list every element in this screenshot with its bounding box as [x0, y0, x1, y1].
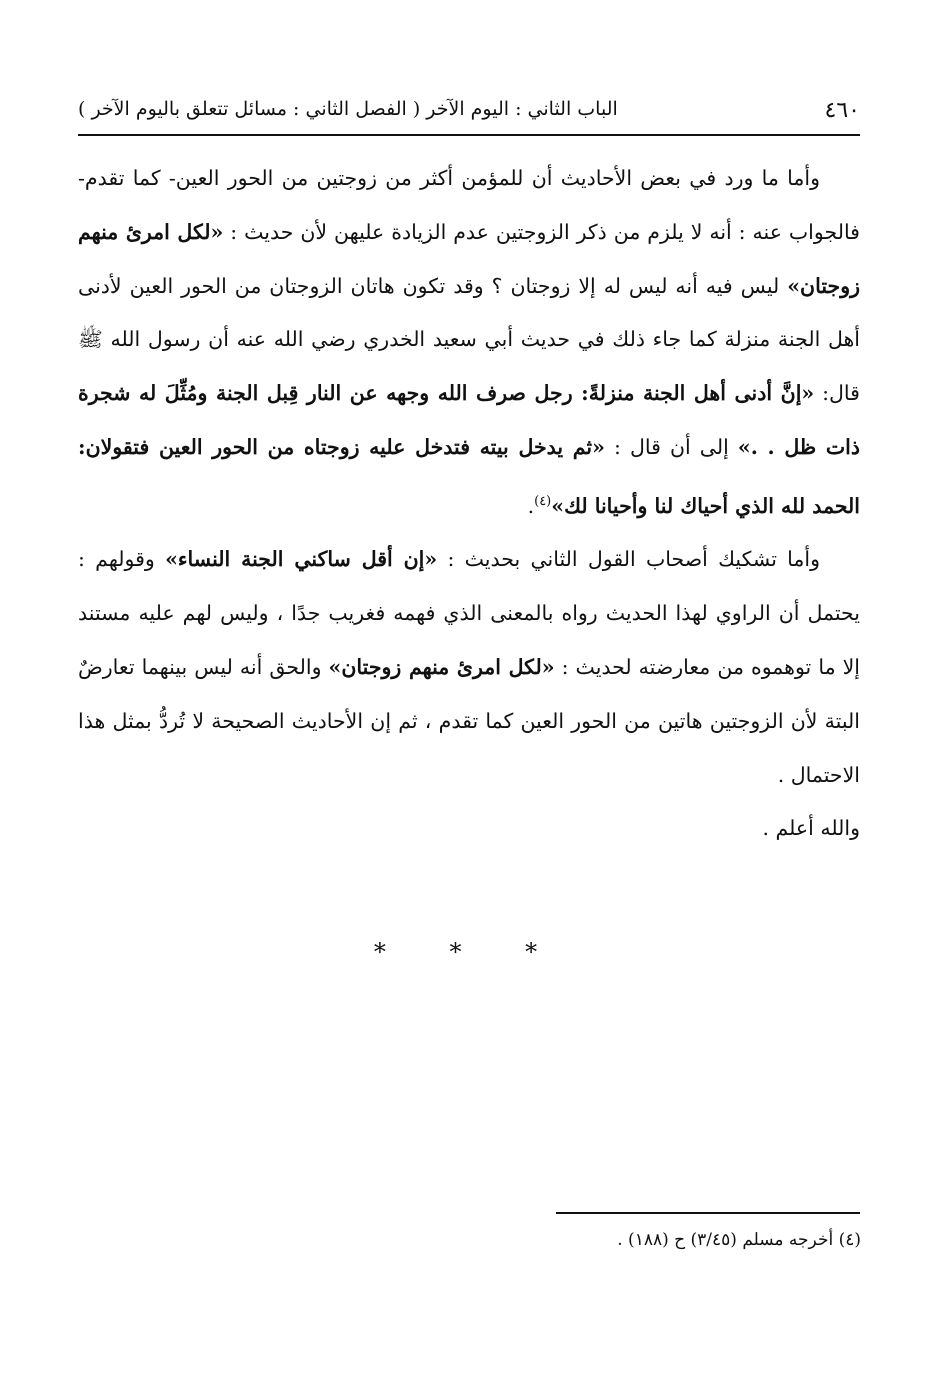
footnote-rule: [556, 1212, 860, 1214]
paragraph-1: [78, 152, 860, 533]
p1-hadith-quote-3: «ثم يدخل بيته فتدخل عليه زوجتاه من الحور العين فتقولان: الحمد لله الذي أحياك لنا وأحيانا لك»: [78, 434, 860, 518]
p1-hadith-quote-2: «إنَّ أدنى أهل الجنة منزلةً: رجل صرف الله وجهه عن النار قِبل الجنة ومُثِّلَ له شجرة ذات ظل . .»: [78, 381, 860, 459]
section-separator: * * *: [373, 938, 566, 966]
p1-text-2: ليس فيه أنه ليس له إلا زوجتان ؟ وقد تكون هاتان الزوجتان من الحور العين لأدنى أهل الجنة منزلة كما جاء ذلك في حديث أبي سعيد الخدري رضي الله عنه أن رسول الله ﷺ قال:: [78, 273, 860, 406]
p1-text-3: إلى أن قال :: [604, 434, 738, 459]
p1-text-4: .: [527, 493, 535, 518]
paragraph-2: [78, 533, 860, 802]
footnote: (٤) أخرجه مسلم (٣/٤٥) ح (١٨٨) .: [617, 1230, 861, 1250]
p1-text-1: وأما ما ورد في بعض الأحاديث أن للمؤمن أكثر من زوجتين من الحور العين- كما تقدم- فالجواب عنه : أنه لا يلزم من ذكر الزوجتين عدم الزيادة عليهن لأن حديث :: [78, 166, 860, 244]
p2-text-2: وقولهم : يحتمل أن الراوي لهذا الحديث رواه بالمعنى الذي فهمه فغريب جدًا ، وليس لهم عليه مستند إلا ما توهموه من معارضته لحديث :: [78, 547, 860, 679]
page-number: ٤٦٠: [824, 98, 860, 123]
page-header: [78, 98, 860, 136]
p2-hadith-quote-2: «لكل امرئ منهم زوجتان»: [328, 655, 555, 679]
header-rule: [78, 134, 860, 136]
p2-text-3: والحق أنه ليس بينهما تعارضٌ البتة لأن الزوجتين هاتين من الحور العين كما تقدم ، ثم إن الأحاديث الصحيحة لا تُردُّ بمثل هذا الاحتمال .: [78, 655, 860, 787]
main-text: [78, 152, 860, 856]
footnote-reference: (٤): [534, 493, 552, 509]
p2-hadith-quote-1: «إن أقل ساكني الجنة النساء»: [165, 547, 438, 572]
p1-hadith-quote-1: «لكل امرئ منهم زوجتان»: [78, 219, 860, 298]
paragraph-3: والله أعلم .: [762, 816, 860, 841]
running-title: الباب الثاني : اليوم الآخر ( الفصل الثاني : مسائل تتعلق باليوم الآخر ): [78, 98, 618, 120]
p2-text-1: وأما تشكيك أصحاب القول الثاني بحديث :: [437, 547, 820, 572]
